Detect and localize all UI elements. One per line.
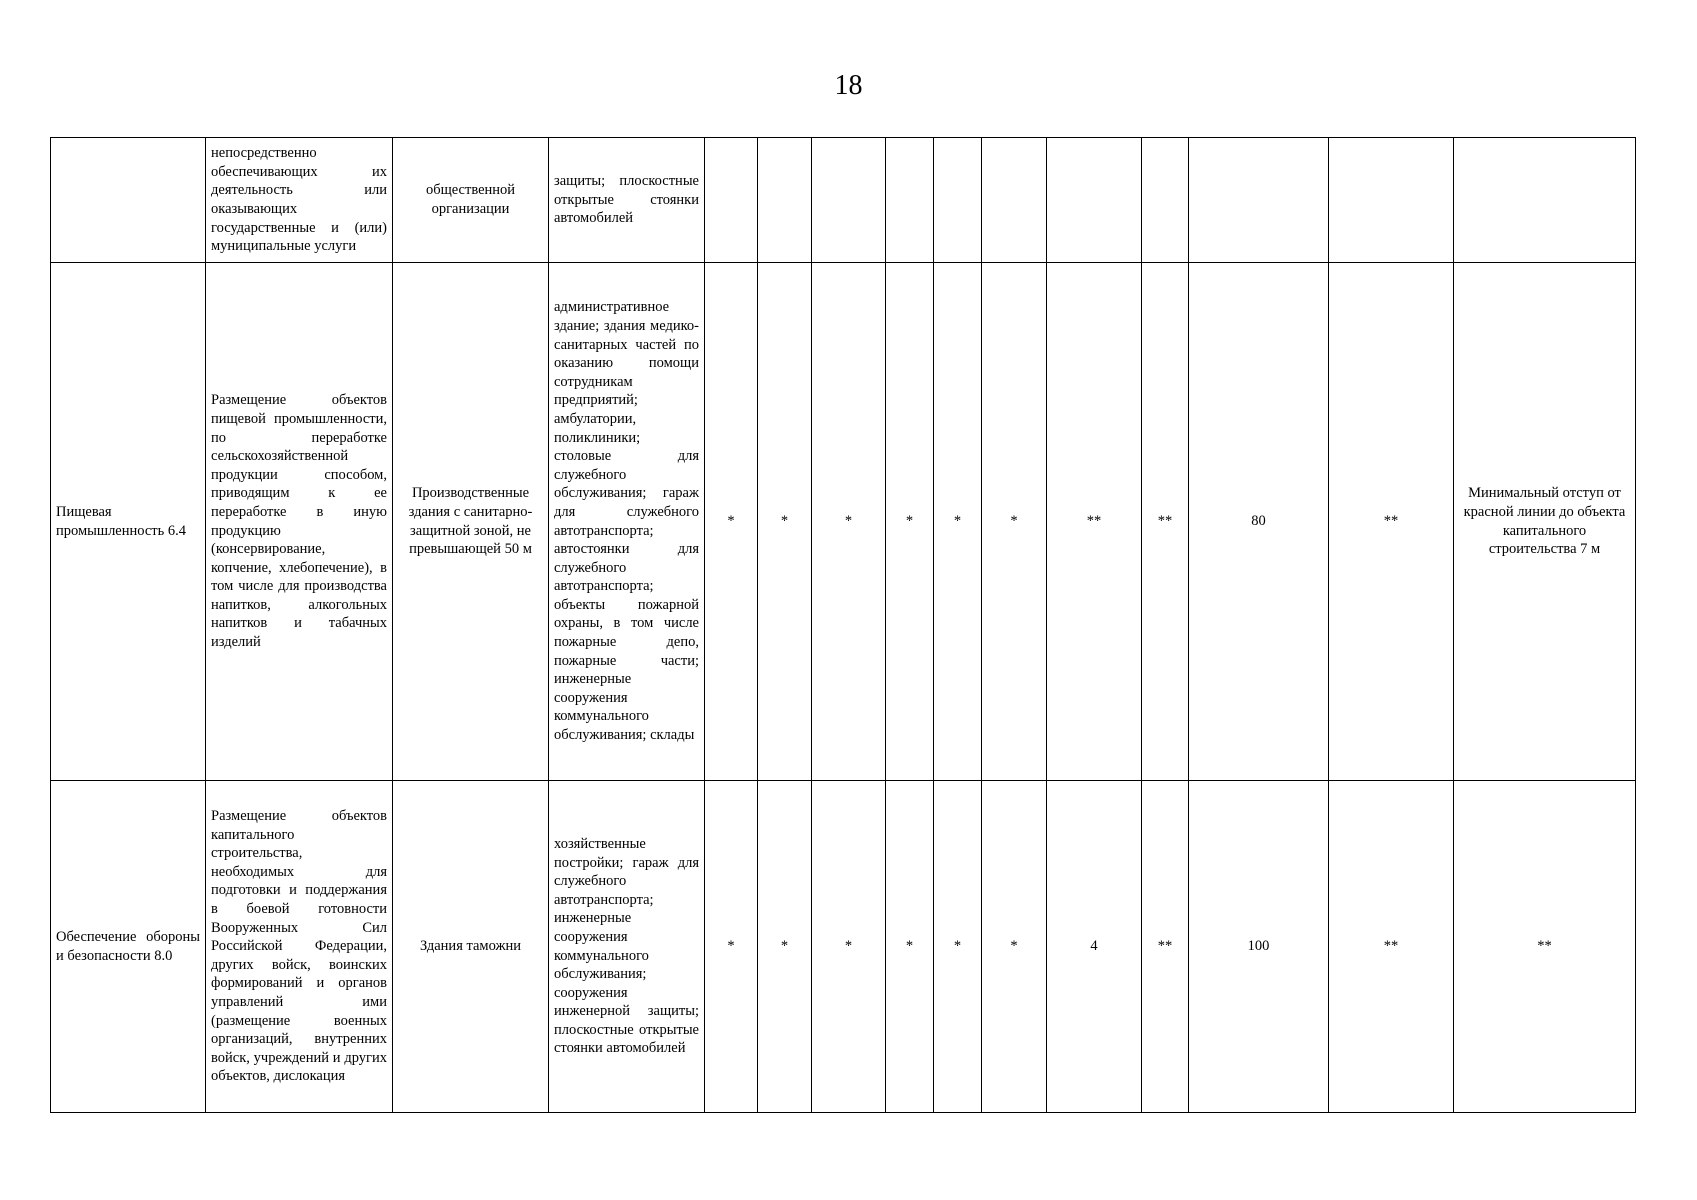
land-use-description-cell: Размещение объектов пищевой промышленности, по переработке сельскохозяйственной продукции способом, приводящим к ее переработке в иную продукцию (консервирование, копчение, хлебопечение), в том числе для производства напитков, алкогольных напитков и табачных изделий <box>206 263 393 781</box>
param-cell <box>1047 138 1142 263</box>
main-use-cell: Производственные здания с санитарно-защитной зоной, не превышающей 50 м <box>393 263 549 781</box>
param-cell <box>1189 138 1329 263</box>
land-use-description-cell: Размещение объектов капитального строительства, необходимых для подготовки и поддержания в боевой готовности Вооруженных Сил Российской Федерации, других войск, воинских формирований и органов управлений ими (размещение военных организаций, внутренних войск, учреждений и других объектов, дислокация <box>206 781 393 1113</box>
param-cell: * <box>886 781 934 1113</box>
param-cell: 80 <box>1189 263 1329 781</box>
param-cell: * <box>982 263 1047 781</box>
param-cell <box>982 138 1047 263</box>
param-cell: ** <box>1047 263 1142 781</box>
param-cell: 4 <box>1047 781 1142 1113</box>
param-cell <box>934 138 982 263</box>
table-row <box>51 263 1636 781</box>
note-cell: ** <box>1454 781 1636 1113</box>
param-cell <box>1329 138 1454 263</box>
table-row <box>51 138 1636 263</box>
param-cell <box>886 138 934 263</box>
land-use-description-cell: непосредственно обеспечивающих их деятельность или оказывающих государственные и (или) муниципальные услуги <box>206 138 393 263</box>
param-cell: ** <box>1329 781 1454 1113</box>
param-cell: * <box>982 781 1047 1113</box>
note-cell: Минимальный отступ от красной линии до объекта капитального строительства 7 м <box>1454 263 1636 781</box>
page-number: 18 <box>834 70 863 101</box>
main-use-cell: Здания таможни <box>393 781 549 1113</box>
param-cell: * <box>758 781 812 1113</box>
param-cell: ** <box>1329 263 1454 781</box>
land-use-name-cell <box>51 138 206 263</box>
param-cell: * <box>705 781 758 1113</box>
auxiliary-use-cell: административное здание; здания медико-санитарных частей по оказанию помощи сотрудникам предприятий; амбулатории, поликлиники; столовые для служебного обслуживания; гараж для служебного автотранспорта; автостоянки для служебного автотранспорта; объекты пожарной охраны, в том числе пожарные депо, пожарные части; инженерные сооружения коммунального обслуживания; склады <box>549 263 705 781</box>
param-cell: * <box>812 263 886 781</box>
param-cell: * <box>886 263 934 781</box>
param-cell: * <box>812 781 886 1113</box>
param-cell <box>812 138 886 263</box>
land-use-name-cell: Обеспечение обороны и безопасности 8.0 <box>51 781 206 1113</box>
auxiliary-use-cell: хозяйственные постройки; гараж для служебного автотранспорта; инженерные сооружения коммунального обслуживания; сооружения инженерной защиты; плоскостные открытые стоянки автомобилей <box>549 781 705 1113</box>
param-cell: * <box>934 263 982 781</box>
param-cell: 100 <box>1189 781 1329 1113</box>
param-cell: * <box>705 263 758 781</box>
zoning-regulations-table <box>50 137 1636 1113</box>
land-use-name-cell: Пищевая промышленность 6.4 <box>51 263 206 781</box>
main-use-cell: общественной организации <box>393 138 549 263</box>
param-cell <box>758 138 812 263</box>
param-cell: ** <box>1142 263 1189 781</box>
param-cell: * <box>934 781 982 1113</box>
note-cell <box>1454 138 1636 263</box>
param-cell: ** <box>1142 781 1189 1113</box>
auxiliary-use-cell: защиты; плоскостные открытые стоянки автомобилей <box>549 138 705 263</box>
param-cell <box>1142 138 1189 263</box>
param-cell <box>705 138 758 263</box>
param-cell: * <box>758 263 812 781</box>
table-row <box>51 781 1636 1113</box>
